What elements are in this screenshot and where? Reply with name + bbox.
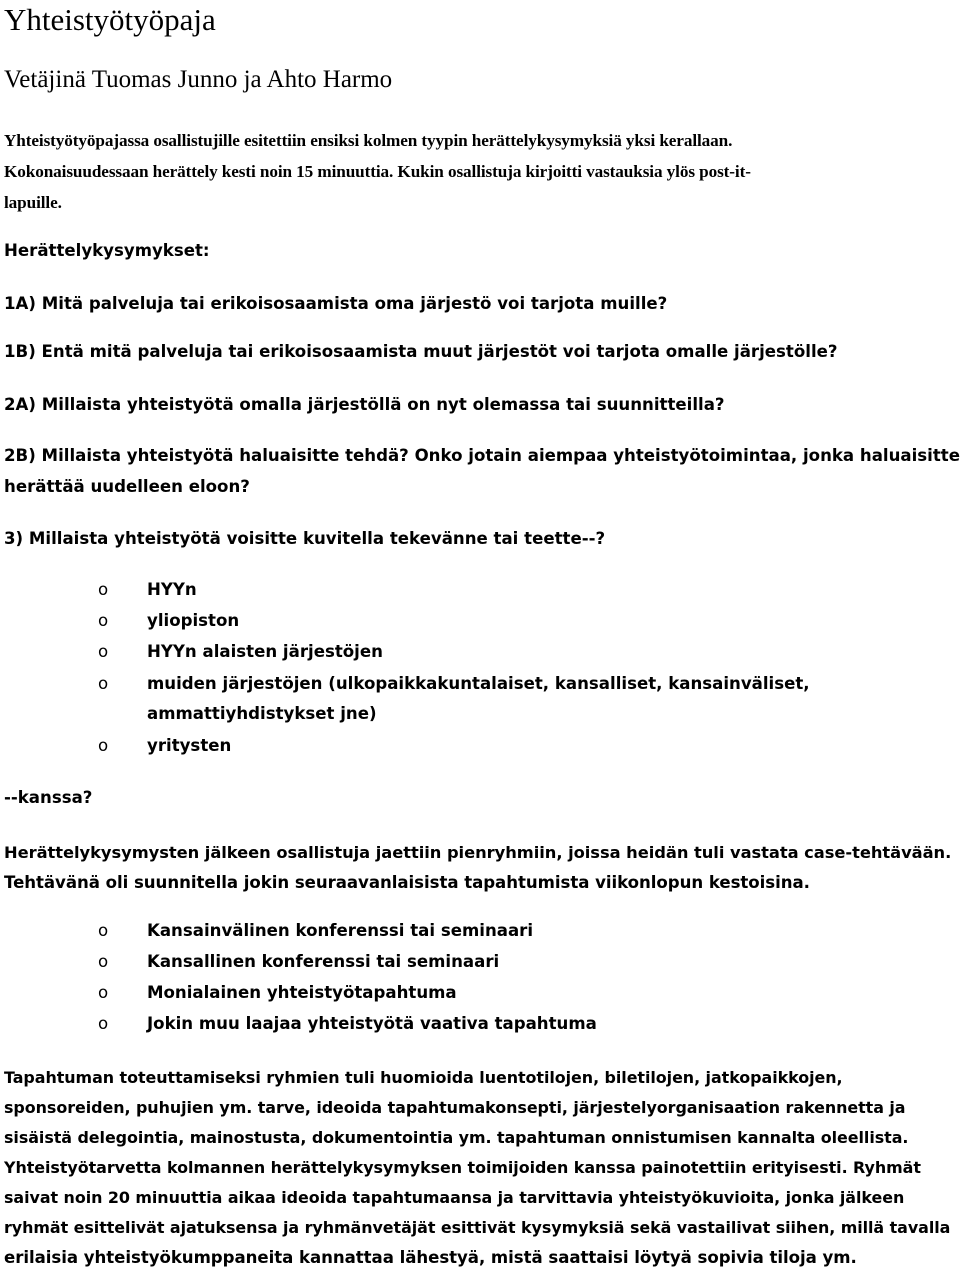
case-intro-line: Tehtävänä oli suunnitella jokin seuraavanlaisista tapahtumista viikonlopun kestoisina.: [4, 873, 810, 892]
closing-line: erilaisia yhteistyökumppaneita kannattaa lähestyä, mistä saattaisi löytyä sopivia tiloja ym.: [4, 1248, 857, 1267]
list-item-label: Kansainvälinen konferenssi tai seminaari: [147, 921, 534, 940]
page-subtitle: Vetäjinä Tuomas Junno ja Ahto Harmo: [4, 66, 393, 93]
bullet-marker: o: [98, 952, 109, 971]
questions-heading: Herättelykysymykset:: [4, 241, 210, 260]
list-item-label: yritysten: [147, 736, 232, 755]
bullet-marker: o: [98, 921, 109, 940]
list-item-continuation: [0, 704, 377, 723]
question-1b: 1B) Entä mitä palveluja tai erikoisosaamista muut järjestöt voi tarjota omalle järjestölle?: [4, 342, 838, 361]
bullet-marker: o: [98, 1014, 109, 1033]
bullet-marker: o: [98, 580, 109, 599]
question-2b: 2B) Millaista yhteistyötä haluaisitte tehdä? Onko jotain aiempaa yhteistyötoimintaa, jonka haluaisitte: [4, 446, 960, 465]
page-title: Yhteistyötyöpaja: [4, 2, 216, 37]
list-item-label: Monialainen yhteistyötapahtuma: [147, 983, 457, 1002]
closing-paragraph: [4, 1063, 950, 1273]
question-2a: 2A) Millaista yhteistyötä omalla järjestöllä on nyt olemassa tai suunnitteilla?: [4, 395, 725, 414]
list-item-label: yliopiston: [147, 611, 240, 630]
question-1a: 1A) Mitä palveluja tai erikoisosaamista oma järjestö voi tarjota muille?: [4, 294, 668, 313]
list-item: [0, 580, 197, 599]
closing-line: Yhteistyötarvetta kolmannen herättelykysymyksen toimijoiden kanssa painotettiin erityisesti. Ryhmät: [4, 1158, 921, 1177]
intro-paragraph: [4, 125, 751, 218]
list-item-label: ammattiyhdistykset jne): [147, 704, 377, 723]
question-2b-continued: herättää uudelleen eloon?: [4, 477, 250, 496]
list-item: [0, 674, 810, 693]
list-item: [0, 952, 499, 971]
closing-line: sponsoreiden, puhujien ym. tarve, ideoida tapahtumakonsepti, järjestelyorganisaation rakennetta ja: [4, 1098, 906, 1117]
list-item: [0, 1014, 597, 1033]
list-item-label: HYYn alaisten järjestöjen: [147, 642, 383, 661]
intro-line: Yhteistyötyöpajassa osallistujille esitettiin ensiksi kolmen tyypin herättelykysymyksiä yksi kerallaan.: [4, 131, 733, 150]
list-item: [0, 611, 239, 630]
bullet-marker: o: [98, 674, 109, 693]
case-intro-line: Herättelykysymysten jälkeen osallistuja jaettiin pienryhmiin, joissa heidän tuli vastata case-tehtävään.: [4, 843, 952, 862]
intro-line: Kokonaisuudessaan herättely kesti noin 15 minuuttia. Kukin osallistuja kirjoitti vastauksia ylös post-it-: [4, 162, 751, 181]
list-item: [0, 642, 383, 661]
bullet-marker: o: [98, 611, 109, 630]
closing-line: saivat noin 20 minuuttia aikaa ideoida tapahtumaansa ja tarvittavia yhteistyökuvioita, jonka jälkeen: [4, 1188, 905, 1207]
case-intro-paragraph: [4, 838, 951, 898]
list-item: [0, 736, 231, 755]
bullet-marker: o: [98, 736, 109, 755]
partners-suffix: --kanssa?: [4, 788, 93, 807]
list-item: [0, 921, 533, 940]
question-3: 3) Millaista yhteistyötä voisitte kuvitella tekevänne tai teette--?: [4, 529, 606, 548]
closing-line: ryhmät esittelivät ajatuksensa ja ryhmänvetäjät esittivät kysymyksiä sekä vastailivat siihen, millä tavalla: [4, 1218, 951, 1237]
list-item-label: HYYn: [147, 580, 197, 599]
closing-line: Tapahtuman toteuttamiseksi ryhmien tuli huomioida luentotilojen, biletilojen, jatkopaikkojen,: [4, 1068, 843, 1087]
bullet-marker: o: [98, 983, 109, 1002]
list-item-label: muiden järjestöjen (ulkopaikkakuntalaiset, kansalliset, kansainväliset,: [147, 674, 810, 693]
closing-line: sisäistä delegointia, mainostusta, dokumentointia ym. tapahtuman onnistumisen kannalta oleellista.: [4, 1128, 909, 1147]
bullet-marker: o: [98, 642, 109, 661]
list-item-label: Jokin muu laajaa yhteistyötä vaativa tapahtuma: [147, 1014, 597, 1033]
intro-line: lapuille.: [4, 193, 62, 212]
list-item: [0, 983, 457, 1002]
list-item-label: Kansallinen konferenssi tai seminaari: [147, 952, 500, 971]
